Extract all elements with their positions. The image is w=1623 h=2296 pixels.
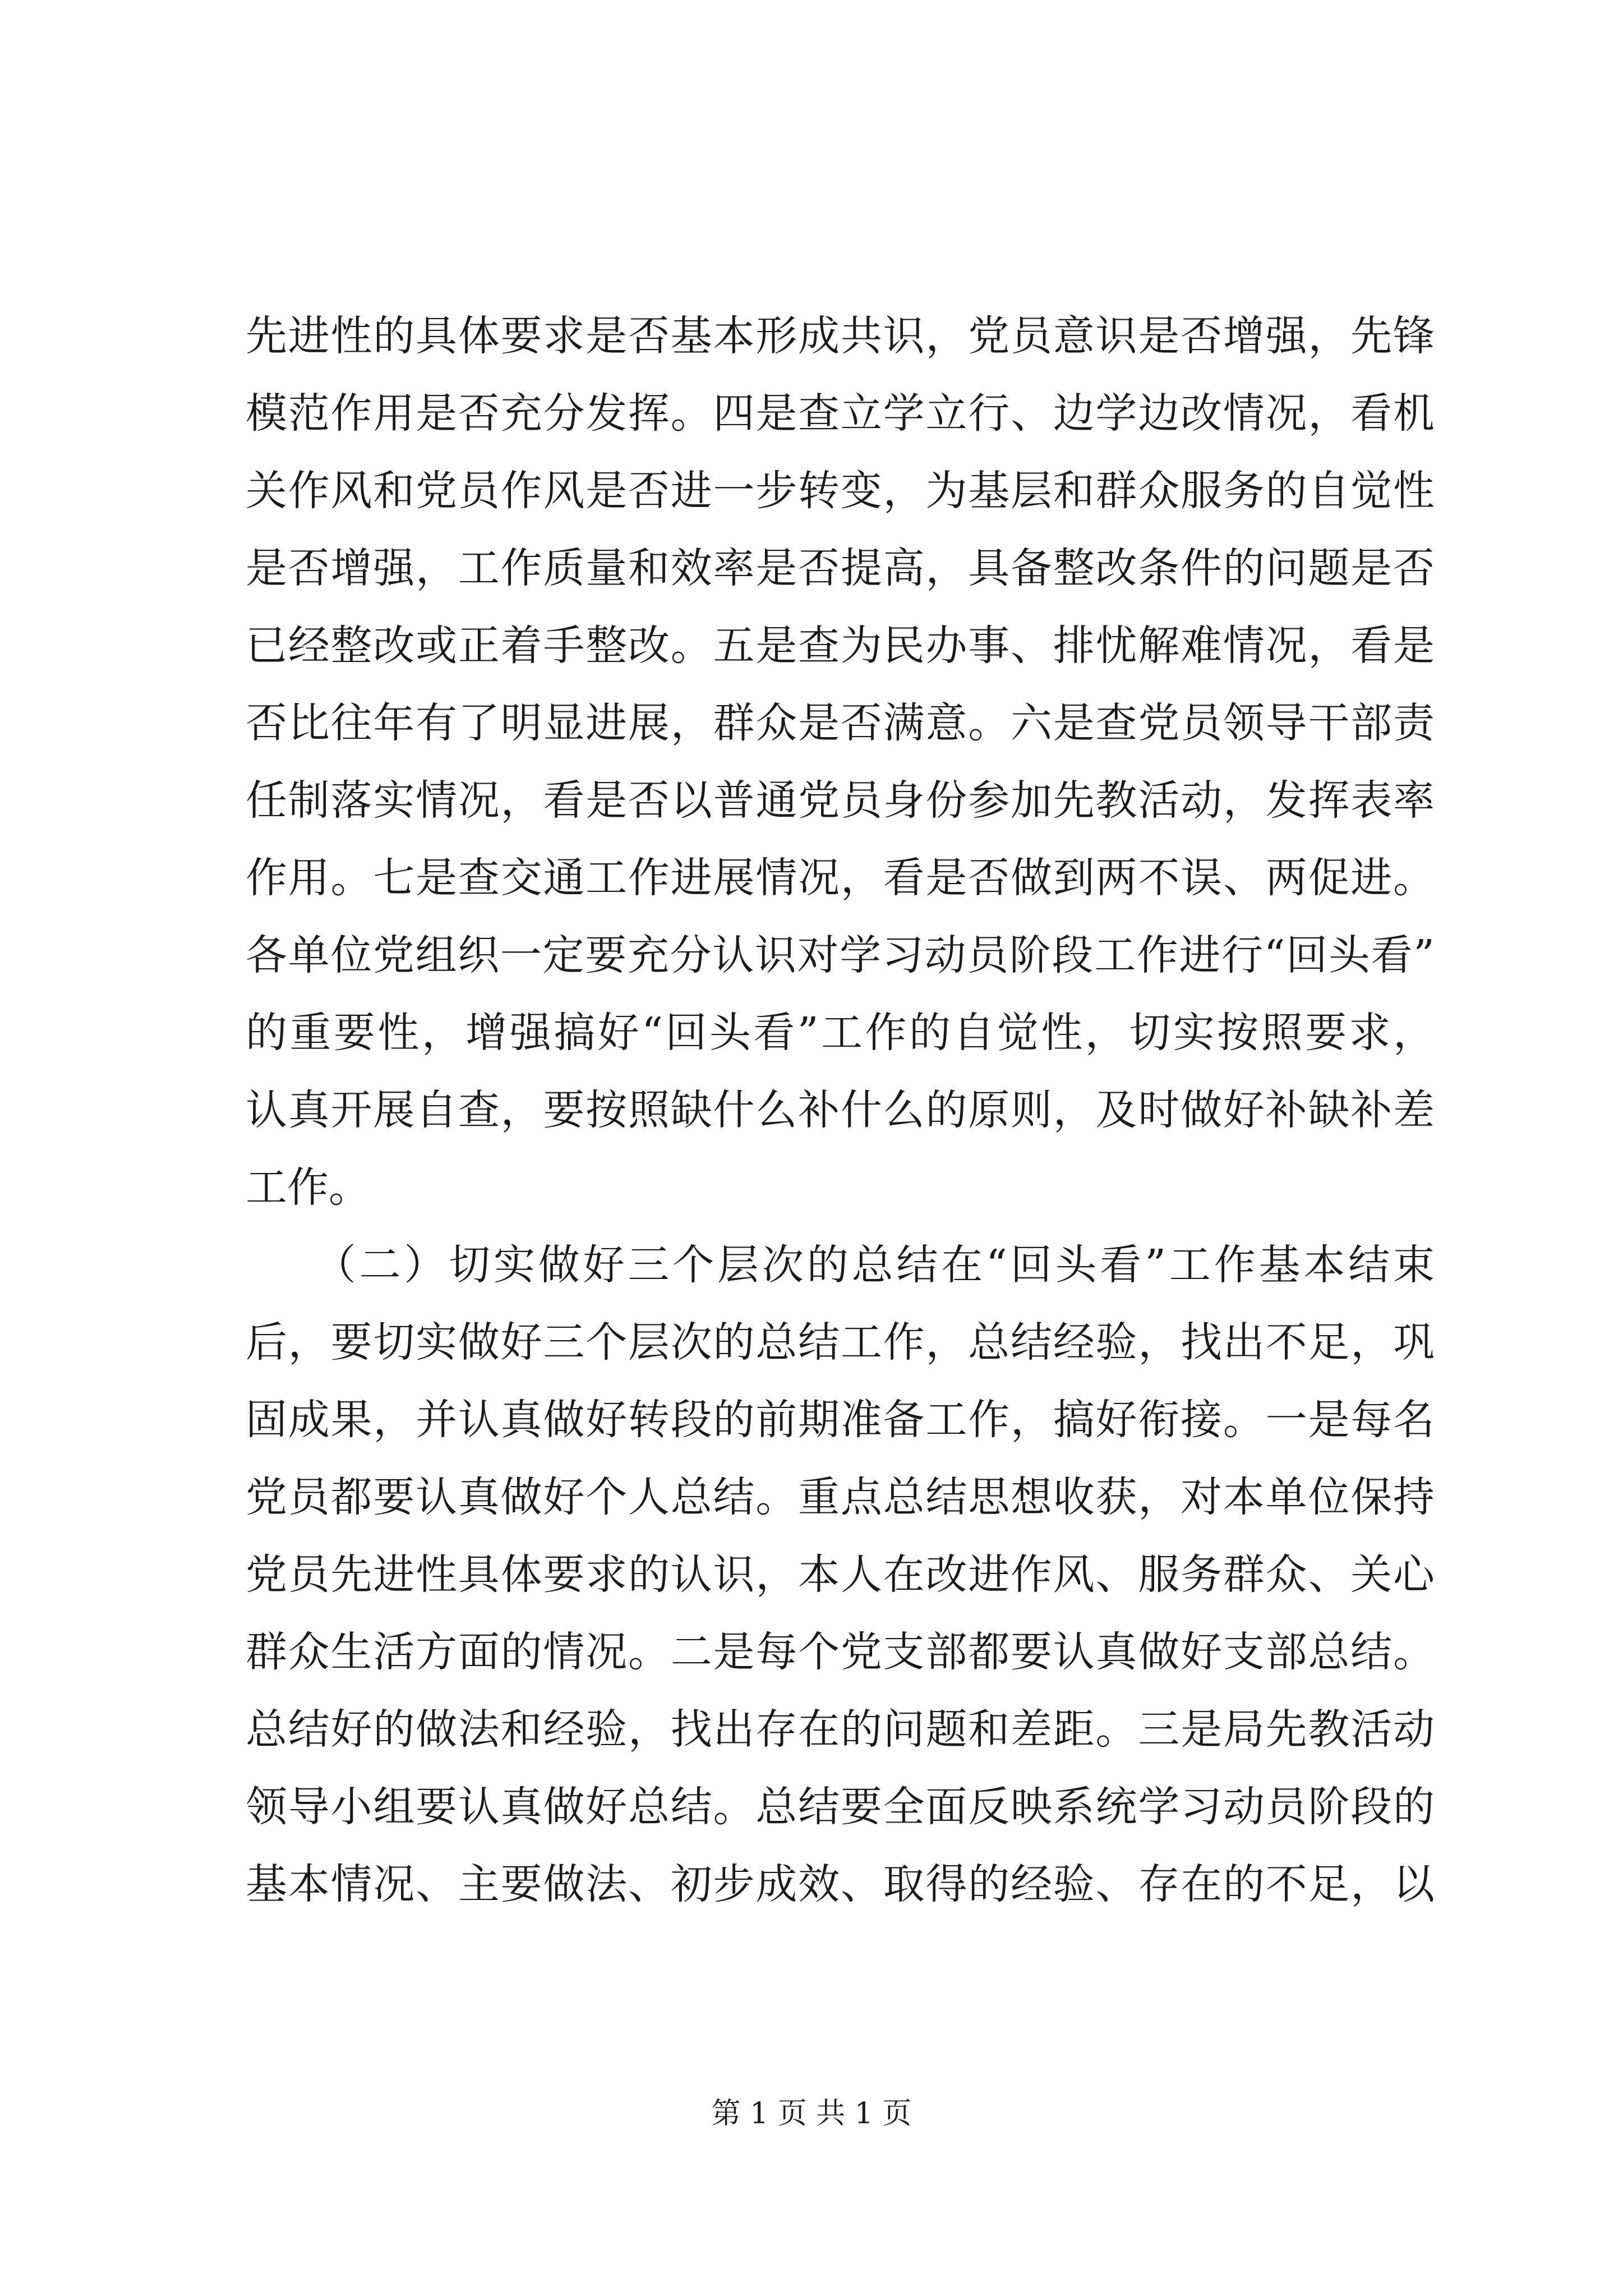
text-line: 后，要切实做好三个层次的总结工作，总结经验，找出不足，巩 [246,1318,1435,1366]
text-line: 党员都要认真做好个人总结。重点总结思想收获，对本单位保持 [246,1473,1435,1521]
text-line: 党员先进性具体要求的认识，本人在改进作风、服务群众、关心 [246,1550,1435,1599]
text-line: （二）切实做好三个层次的总结在“回头看”工作基本结束 [246,1241,1435,1289]
text-line: 固成果，并认真做好转段的前期准备工作，搞好衔接。一是每名 [246,1396,1435,1444]
text-line: 否比往年有了明显进展，群众是否满意。六是查党员领导干部责 [246,699,1435,747]
text-line: 模范作用是否充分发挥。四是查立学立行、边学边改情况，看机 [246,389,1435,438]
body-text [246,297,1435,1923]
text-line: 先进性的具体要求是否基本形成共识，党员意识是否增强，先锋 [246,312,1435,360]
text-line: 是否增强，工作质量和效率是否提高，具备整改条件的问题是否 [246,544,1435,592]
text-line: 关作风和党员作风是否进一步转变，为基层和群众服务的自觉性 [246,467,1435,515]
text-line: 总结好的做法和经验，找出存在的问题和差距。三是局先教活动 [246,1705,1435,1754]
text-line: 已经整改或正着手整改。五是查为民办事、排忧解难情况，看是 [246,622,1435,670]
text-line: 的重要性，增强搞好“回头看”工作的自觉性，切实按照要求， [246,1009,1435,1057]
text-line: 基本情况、主要做法、初步成效、取得的经验、存在的不足，以 [246,1860,1435,1908]
text-line: 领导小组要认真做好总结。总结要全面反映系统学习动员阶段的 [246,1783,1435,1831]
text-line: 作用。七是查交通工作进展情况，看是否做到两不误、两促进。 [246,854,1435,902]
text-line: 认真开展自查，要按照缺什么补什么的原则，及时做好补缺补差 [246,1086,1435,1134]
page-number-footer: 第 1 页 共 1 页 [711,2097,912,2131]
text-line: 工作。 [246,1163,370,1212]
text-line: 群众生活方面的情况。二是每个党支部都要认真做好支部总结。 [246,1628,1435,1676]
text-line: 任制落实情况，看是否以普通党员身份参加先教活动，发挥表率 [246,776,1435,825]
text-line: 各单位党组织一定要充分认识对学习动员阶段工作进行“回头看” [246,931,1435,979]
